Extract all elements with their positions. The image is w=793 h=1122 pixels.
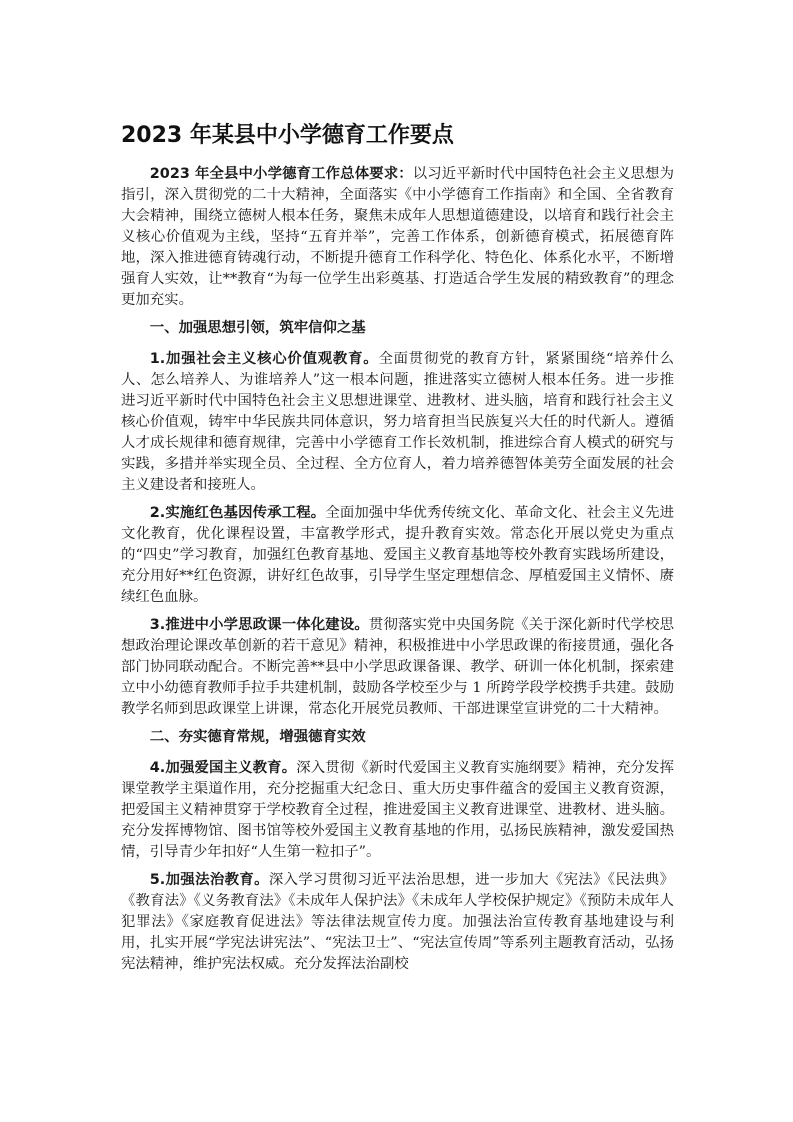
item-lead: 5.加强法治教育。	[149, 872, 269, 888]
item-paragraph	[121, 503, 674, 608]
item-lead: 4.加强爱国主义教育。	[149, 760, 297, 776]
section-heading: 二、夯实德育常规，增强德育实效	[149, 729, 366, 745]
section-heading: 一、加强思想引领，筑牢信仰之基	[149, 320, 366, 336]
paragraph-text: 以习近平新时代中国特色社会主义思想为指引，深入贯彻党的二十大精神，全面落实《中小学德育工作指南》和全国、全省教育大会精神，围绕立德树人根本任务，聚焦未成年人思想道德建设，以培育和践行社会主义核心价值观为主线，坚持“五育并举”，完善工作体系，创新德育模式，拓展德育阵地，深入推进德育铸魂行动，不断提升德育工作科学化、特色化、体系化水平，不断增强育人实效，让**教育“为每一位学生出彩奠基、打造适合学生发展的精致教育”的理念更加充实。	[121, 166, 674, 308]
page-title: 2023 年某县中小学德育工作要点	[121, 123, 454, 148]
item-text: 深入学习贯彻习近平法治思想，进一步加大《宪法》《民法典》《教育法》《义务教育法》《未成年人保护法》《未成年人学校保护规定》《预防未成年人犯罪法》《家庭教育促进法》等法律法规宣传力度。加强法治宣传教育基地建设与利用，扎实开展“学宪法讲宪法”、“宪法卫士”、“宪法宣传周”等系列主题教育活动，弘扬宪法精神，维护宪法权威。充分发挥法治副校	[121, 872, 674, 972]
item-paragraph	[121, 615, 674, 720]
item-paragraph	[121, 758, 674, 863]
item-paragraph	[121, 870, 674, 975]
item-text: 深入贯彻《新时代爱国主义教育实施纲要》精神，充分发挥课堂教学主渠道作用，充分挖掘重大纪念日、重大历史事件蕴含的爱国主义教育资源，把爱国主义精神贯穿于学校教育全过程，推进爱国主义教育进课堂、进教材、进头脑。充分发挥博物馆、图书馆等校外爱国主义教育基地的作用，弘扬民族精神，激发爱国热情，引导青少年扣好“人生第一粒扣子”。	[121, 760, 674, 860]
item-text: 贯彻落实党中央国务院《关于深化新时代学校思想政治理论课改革创新的若干意见》精神，积极推进中小学思政课的衔接贯通，强化各部门协同联动配合。不断完善**县中小学思政课备课、教学、研训一体化机制，探索建立中小幼德育教师手拉手共建机制，鼓励各学校至少与 1 所跨学段学校携手共建。鼓励教学名师到思政课堂上讲课，常态化开展党员教师、干部进课堂宣讲党的二十大精神。	[121, 617, 674, 717]
item-lead: 2.实施红色基因传承工程。	[149, 505, 326, 521]
item-lead: 1.加强社会主义核心价值观教育。	[149, 351, 379, 367]
paragraph-lead: 2023 年全县中小学德育工作总体要求：	[149, 166, 413, 182]
intro-paragraph	[121, 164, 674, 311]
item-text: 全面加强中华优秀传统文化、革命文化、社会主义先进文化教育，优化课程设置，丰富教学形式，提升教育实效。常态化开展以党史为重点的“四史”学习教育，加强红色教育基地、爱国主义教育基地等校外教育实践场所建设，充分用好**红色资源，讲好红色故事，引导学生坚定理想信念、厚植爱国主义情怀、赓续红色血脉。	[121, 505, 674, 605]
document-page	[121, 120, 674, 982]
item-text: 全面贯彻党的教育方针，紧紧围绕“培养什么人、怎么培养人、为谁培养人”这一根本问题，推进落实立德树人根本任务。进一步推进习近平新时代中国特色社会主义思想进课堂、进教材、进头脑，培育和践行社会主义核心价值观，铸牢中华民族共同体意识，努力培育担当民族复兴大任的时代新人。遵循人才成长规律和德育规律，完善中小学德育工作长效机制，推进综合育人模式的研究与实践，多措并举实现全员、全过程、全方位育人，着力培养德智体美劳全面发展的社会主义建设者和接班人。	[121, 351, 675, 493]
item-lead: 3.推进中小学思政课一体化建设。	[149, 617, 369, 633]
item-paragraph	[121, 349, 674, 496]
